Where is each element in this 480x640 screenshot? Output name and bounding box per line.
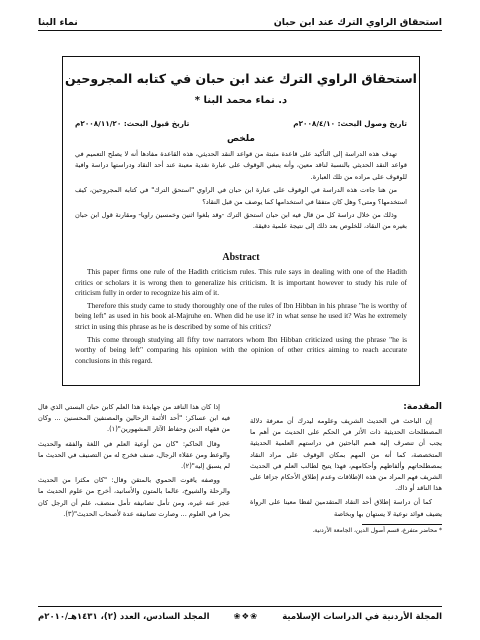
ornament-icon: ❀❖❀ <box>233 612 259 622</box>
running-title: استحقاق الراوي الترك عند ابن حبان <box>273 17 442 28</box>
left-column-text <box>38 402 230 520</box>
body-paragraph: وقال الحاكم: "كان من أوعية العلم في اللغة والفقه والحديث والوعظ ومن عقلاء الرجال، صنف فخرج له من التصنيف في الحديث ما لم يسبق إليه"(٢). <box>38 439 230 471</box>
footnote-divider <box>362 524 442 525</box>
english-abstract-heading: Abstract <box>222 252 260 263</box>
arabic-abstract-paragraph: وذلك من خلال دراسة كل من قال فيه ابن حبان استحق الترك -وقد بلغوا اثنين وخمسين راويا- ومقارنة قول ابن حبان بغيره من النقاد، للخلوص بعد ذلك إلى نتيجة علمية دقيقة. <box>75 211 407 231</box>
english-abstract-paragraph: This come through studying all fifty tow narrators whom Ibn Hibban criticized using the phrase "he is worthy of being left" comparing his opinion with the opinion of other critics aiming to reach accurate conclusions in this regard. <box>75 334 407 365</box>
journal-name: المجلة الأردنية في الدراسات الإسلامية <box>282 612 442 622</box>
arabic-abstract-paragraph: تهدف هذه الدراسة إلى التأكيد على قاعدة مثبتة من قواعد النقد الحديثي، هذه القاعدة مفادها أنه لا يصلح التعميم في قواعد النقد الحديثي بالنسبة لناقد معين، وأنه ينبغي الوقوف على عبارة نقدية معينة عند أحد النقاد ودراستها دراسة وافية للوقوف على مراده من تلك العبارة. <box>75 150 407 181</box>
dates-row <box>75 119 407 128</box>
body-paragraph: كما أن دراسة إطلاق أحد النقاد المتقدمين لفظا معينا على الرواة يضيف فوائد نوعية لا يستهان بها وبخاصة <box>250 498 442 518</box>
right-column <box>250 402 442 534</box>
body-paragraph: ووصفه ياقوت الحموي بالمتقن وقال: "كان مكثرا من الحديث والرحلة والشيوخ، عالما بالمتون والأسانيد، أخرج من علوم الحديث ما عجز عنه غيره، ومن تأمل تصانيفه تأمل منصف، علم أن الرجل كان بحرا في العلوم ... وصارت تصانيفه عدة لأصحاب الحديث"(٣). <box>38 476 230 518</box>
issue-info: المجلد السادس، العدد (٢)، ١٤٣١هـ/٢٠١٠م <box>38 612 210 622</box>
running-author: نماء البنا <box>38 17 78 28</box>
english-abstract-paragraph: Therefore this study came to study thoroughly one of the rules of Ibn Hibban in his phrase "he is worthy of being left" as used in his book al-Majruhe en. When did he use it? in what sense he used it? Was he extremely strict in using this phrase as he is described by some of his critics? <box>75 300 407 331</box>
article-title: استحقاق الراوي الترك عند ابن حبان في كتابه المجروحين <box>65 71 417 86</box>
arabic-abstract-heading: ملخص <box>226 134 255 144</box>
running-footer <box>38 606 442 627</box>
english-abstract <box>75 267 407 368</box>
running-header <box>38 14 442 31</box>
body-paragraph: إن الباحث في الحديث الشريف وعلومه ليدرك أن معرفة دلالة المصطلحات الحديثية ذات الأثر في الحكم على الحديث من أهم ما يجب أن تنصرف إليه همم الباحثين في دراستهم العلمية الحديثية المتخصصة، كما أنه من المهم بمكان الوقوف على مراد النقاد بمصطلحاتهم وألفاظهم وأحكامهم، فهذا يتيح لطالب العلم في الحديث الشريف فهم المراد من هذه الإطلاقات وعدم إطلاق الأحكام جزافا على هذا الناقد أو ذاك. <box>250 417 442 493</box>
introduction-heading: المقدمة: <box>403 402 442 412</box>
right-column-text <box>250 416 442 520</box>
received-date: تاريخ وصول البحث: ٢٠٠٨/٤/١٠م <box>293 119 407 128</box>
article-author: د. نماء محمد البنا * <box>194 95 288 106</box>
english-abstract-paragraph: This paper firms one rule of the Hadith criticism rules. This rule says in dealing with one of the Hadith critics or scholars it is wrong then to generalize his criticism. It is important however to study his rule of criticism fully in order to recognize his aim of it. <box>75 267 407 298</box>
arabic-abstract-paragraph: من هنا جاءت هذه الدراسة في الوقوف على عبارة ابن حبان في الراوي "استحق الترك" في كتابه المجروحين، كيف استخدمها؟ ومتى؟ وهل كان متفقا في استخدامها كما يوصف من قبل النقاد؟ <box>75 186 407 206</box>
body-paragraph: إذا كان هذا الناقد من جهابذة هذا العلم كابن حبان البستي الذي قال فيه ابن عساكر: "أحد الأئمة الرحالين والمصنفين المحسنين ... وكان من فقهاء الدين وحفاظ الآثار المشهورين"(١). <box>38 403 230 434</box>
accepted-date: تاريخ قبول البحث: ٢٠٠٨/١١/٢٠م <box>75 119 190 128</box>
left-column <box>38 402 230 523</box>
arabic-abstract <box>75 149 407 235</box>
author-footnote: * محاضر متفرغ، قسم أصول الدين، الجامعة الأردنية. <box>312 526 442 534</box>
abstract-box <box>62 56 420 386</box>
